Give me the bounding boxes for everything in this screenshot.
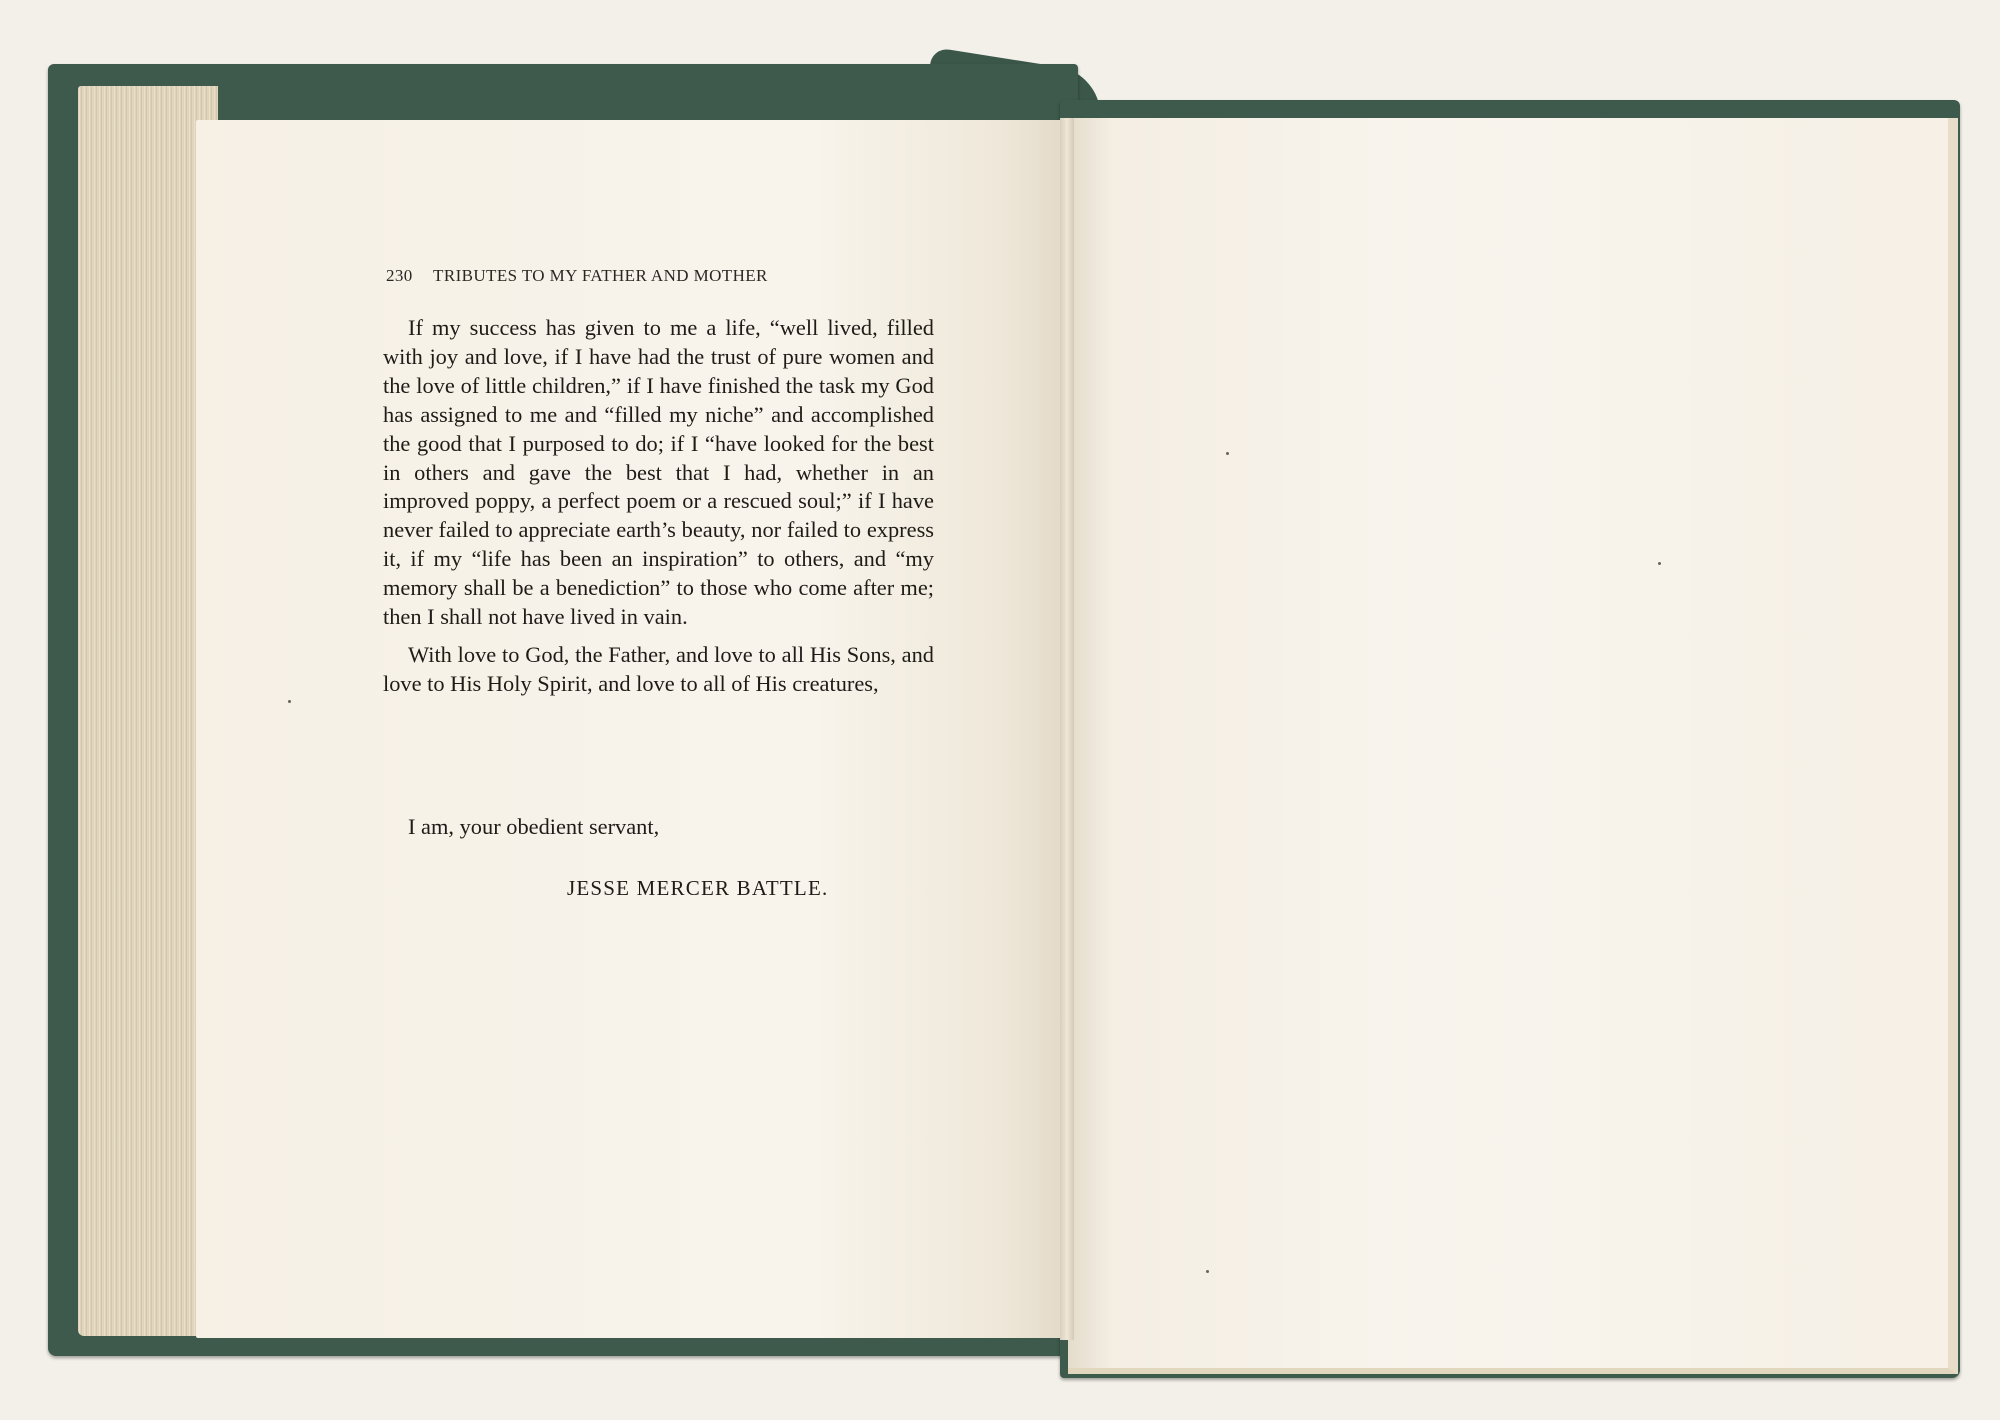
closing-line: I am, your obedient servant, [408, 814, 660, 839]
paper-speck [1206, 1270, 1209, 1273]
left-page [196, 120, 1068, 1338]
page-number: 230 [386, 266, 413, 285]
paper-speck [1658, 562, 1661, 565]
running-head-title: TRIBUTES TO MY FATHER AND MOTHER [433, 266, 768, 285]
paragraph-2: With love to God, the Father, and love to all His Sons, and love to His Holy Spirit, and love to all of His creatures, [383, 641, 934, 696]
signature: JESSE MERCER BATTLE. [567, 876, 829, 900]
book-gutter [1060, 118, 1074, 1340]
running-header [386, 266, 906, 286]
body-text [383, 314, 934, 699]
paper-speck [1226, 452, 1229, 455]
paragraph-1: If my success has given to me a life, “well lived, filled with joy and love, if I have had the trust of pure women and the love of little children,” if I have finished the task my God has assigned to me and “filled my niche” and accomplished the good that I purposed to do; if I “have looked for the best in others and gave the best that I had, whether in an improved poppy, a perfect poem or a rescued soul;” if I have never failed to appreciate earth’s beauty, nor failed to express it, if my “life has been an inspiration” to others, and “my memory shall be a benediction” to those who come after me; then I shall not have lived in vain. [383, 315, 934, 630]
paper-speck [288, 700, 291, 703]
right-page-blank [1068, 118, 1958, 1374]
